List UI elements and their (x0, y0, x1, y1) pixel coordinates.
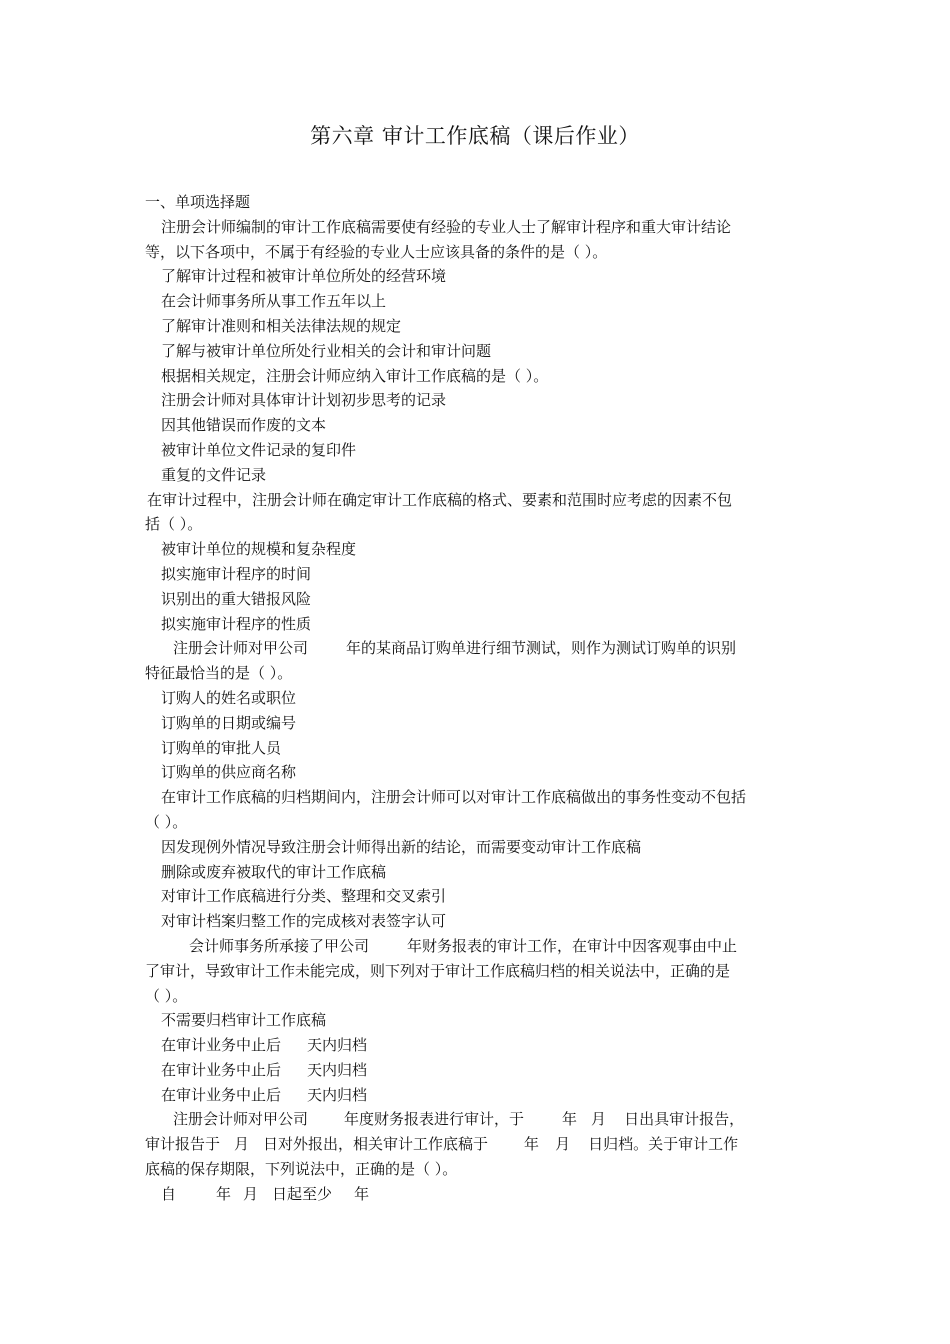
question-6-stem-line-2: 了审计，导致审计工作未能完成，则下列对于审计工作底稿归档的相关说法中，正确的是 (145, 961, 731, 980)
question-5-option-c: 对审计工作底稿进行分类、整理和交叉索引 (161, 887, 447, 906)
q4-text-b: 年的某商品订购单进行细节测试，则作为测试订购单的识别 (346, 639, 737, 658)
question-5-stem-line-1: 在审计工作底稿的归档期间内，注册会计师可以对审计工作底稿做出的事务性变动不包括 (161, 788, 747, 807)
question-4-stem-line-2: 特征最恰当的是（ ）。 (145, 664, 293, 683)
question-6-option-b (145, 1033, 810, 1058)
question-6-option-a: 不需要归档审计工作底稿 (161, 1011, 327, 1030)
q7-l1d: 月 (591, 1110, 607, 1129)
q7-l2b: 月 (234, 1135, 250, 1154)
q7-l1c: 年 (562, 1110, 578, 1129)
section-heading: 一、单项选择题 (145, 193, 251, 211)
q6-text-b: 年财务报表的审计工作，在审计中因客观事由中止 (407, 936, 738, 955)
question-3-stem-line-2: 括（ ）。 (145, 515, 203, 534)
q6c-suffix: 天内归档 (307, 1060, 368, 1079)
question-5-option-d: 对审计档案归整工作的完成核对表签字认可 (161, 912, 447, 931)
q7-l2a: 审计报告于 (145, 1135, 221, 1154)
question-5-stem-line-2: （ ）。 (145, 812, 188, 831)
question-4-option-d: 订购单的供应商名称 (161, 763, 297, 782)
question-1-stem-line-1: 注册会计师编制的审计工作底稿需要使有经验的专业人士了解审计程序和重大审计结论 (161, 217, 732, 236)
question-7-stem-line-1 (145, 1107, 810, 1132)
q7-o1e: 年 (354, 1184, 370, 1203)
q4-text-a: 注册会计师对甲公司 (173, 639, 309, 658)
question-5-option-a: 因发现例外情况导致注册会计师得出新的结论，而需要变动审计工作底稿 (161, 837, 642, 856)
q6c-prefix: 在审计业务中止后 (161, 1060, 282, 1079)
question-1-option-d: 了解与被审计单位所处行业相关的会计和审计问题 (161, 341, 492, 360)
question-2-option-d: 重复的文件记录 (161, 465, 267, 484)
q7-l1e: 日出具审计报告， (624, 1110, 745, 1129)
question-3-stem-line-1: 在审计过程中，注册会计师在确定审计工作底稿的格式、要素和范围时应考虑的因素不包 (147, 490, 733, 509)
question-6-stem-line-3: （ ）。 (145, 986, 188, 1005)
q6d-prefix: 在审计业务中止后 (161, 1085, 282, 1104)
q7-l2e: 月 (555, 1135, 571, 1154)
question-3-option-b: 拟实施审计程序的时间 (161, 564, 312, 583)
question-7-option-a (145, 1182, 810, 1207)
question-7-stem-line-2 (145, 1132, 810, 1157)
question-4-option-a: 订购人的姓名或职位 (161, 688, 297, 707)
question-2-stem: 根据相关规定，注册会计师应纳入审计工作底稿的是（ ）。 (161, 366, 549, 385)
q7-l1a: 注册会计师对甲公司 (173, 1110, 309, 1129)
q7-l2f: 日归档。关于审计工作 (588, 1135, 739, 1154)
question-6-stem-line-1 (145, 934, 810, 959)
question-2-option-b: 因其他错误而作废的文本 (161, 416, 327, 435)
question-2-option-c: 被审计单位文件记录的复印件 (161, 440, 357, 459)
q7-o1c: 月 (243, 1184, 259, 1203)
q6b-suffix: 天内归档 (307, 1036, 368, 1055)
question-1-option-b: 在会计师事务所从事工作五年以上 (161, 292, 387, 311)
q6b-prefix: 在审计业务中止后 (161, 1036, 282, 1055)
question-3-option-a: 被审计单位的规模和复杂程度 (161, 540, 357, 559)
question-2-option-a: 注册会计师对具体审计计划初步思考的记录 (161, 391, 447, 410)
q7-o1b: 年 (216, 1184, 232, 1203)
question-7-stem-line-3: 底稿的保存期限，下列说法中，正确的是（ ）。 (145, 1160, 458, 1179)
q7-l2d: 年 (524, 1135, 540, 1154)
q7-o1a: 自 (161, 1184, 177, 1203)
q6-text-a: 会计师事务所承接了甲公司 (189, 936, 370, 955)
q7-l1b: 年度财务报表进行审计，于 (344, 1110, 525, 1129)
question-3-option-d: 拟实施审计程序的性质 (161, 614, 312, 633)
document-body (145, 190, 810, 1207)
question-6-option-d (145, 1083, 810, 1108)
question-1-stem-line-2: 等，以下各项中，不属于有经验的专业人士应该具备的条件的是（ ）。 (145, 242, 608, 261)
q6d-suffix: 天内归档 (307, 1085, 368, 1104)
question-4-stem-line-1 (145, 636, 810, 661)
question-4-option-c: 订购单的审批人员 (161, 738, 282, 757)
q7-o1d: 日起至少 (272, 1184, 333, 1203)
page-title: 第六章 审计工作底稿（课后作业） (310, 124, 640, 148)
question-5-option-b: 删除或废弃被取代的审计工作底稿 (161, 862, 387, 881)
question-4-option-b: 订购单的日期或编号 (161, 713, 297, 732)
question-1-option-c: 了解审计准则和相关法律法规的规定 (161, 316, 402, 335)
q7-l2c: 日对外报出，相关审计工作底稿于 (263, 1135, 489, 1154)
question-1-option-a: 了解审计过程和被审计单位所处的经营环境 (161, 267, 447, 286)
question-3-option-c: 识别出的重大错报风险 (161, 589, 312, 608)
question-6-option-c (145, 1058, 810, 1083)
